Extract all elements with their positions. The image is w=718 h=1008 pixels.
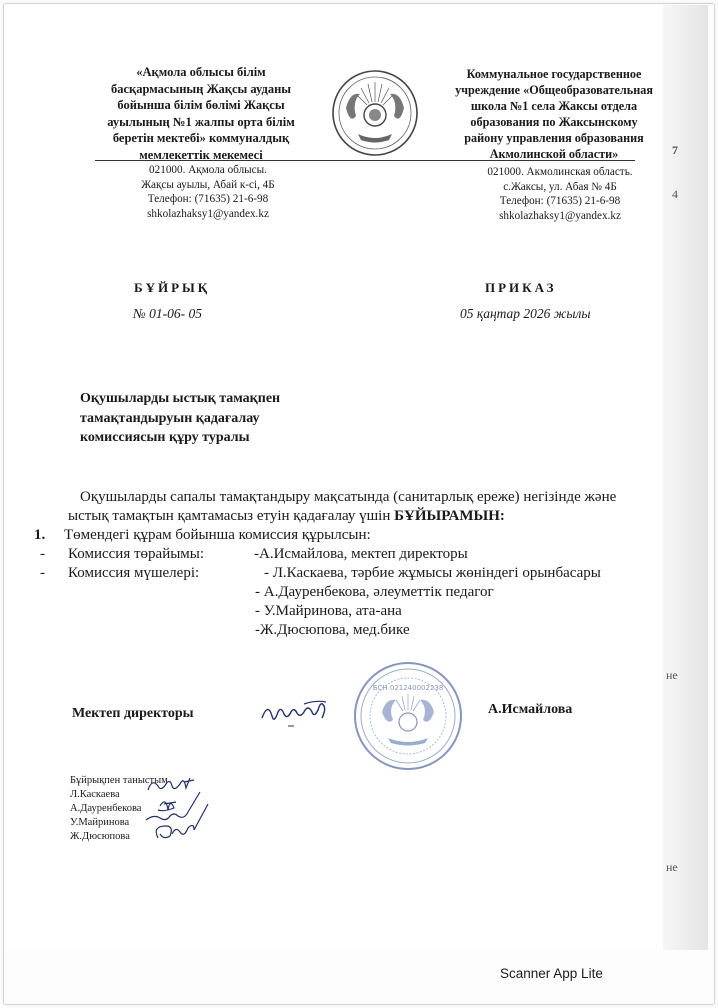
chair-label: Комиссия төрайымы: [68,546,205,562]
address-kz [108,163,308,221]
header-org-kz-line: ауылының №1 жалпы орта білім [107,114,295,129]
acknowledgement-signatures [140,774,240,846]
order-subject [80,389,340,448]
header-org-kz-line: бойынша білім бөлімі Жақсы [117,98,285,112]
member-item: - У.Майринова, ата-ана [255,603,402,619]
margin-fragment: не [666,860,678,874]
margin-fragment: не [666,668,678,682]
address-ru-postal: 021000. Акмолинская область. [487,166,633,178]
item-1 [34,526,371,545]
margin-fragment: 4 [672,187,678,201]
order-directive: БҰЙЫРАМЫН: [394,508,505,524]
members-label: Комиссия мүшелері: [68,565,200,581]
address-kz-phone: Телефон: (71635) 21-6-98 [147,193,269,205]
chair-value: -А.Исмайлова, мектеп директоры [254,546,468,562]
acknowledgement-name: У.Майринова [70,817,130,828]
member-item: - А.Дауренбекова, әлеуметтік педагог [255,584,494,600]
header-org-ru-line: Акмолинской области» [489,147,619,161]
header-org-kz-line: беретін мектебі» коммуналдық [112,131,290,145]
header-org-ru-line: школа №1 села Жаксы отдела [470,99,638,113]
margin-fragment: 7 [672,143,678,157]
member-item: - Л.Каскаева, тәрбие жұмысы жөніндегі орынбасары [264,565,601,581]
header-org-kz-line: басқармасының Жақсы ауданы [110,81,292,96]
acknowledgement-title: Бұйрықпен таныстым [70,775,168,786]
address-ru [460,165,660,223]
acknowledgement-name: А.Дауренбекова [70,803,142,814]
chair-row [40,545,204,564]
order-number: № 01-06- 05 [133,306,202,321]
members-row [40,564,199,583]
director-signature [258,696,338,730]
state-emblem-icon [330,68,420,158]
intro-line-1: Оқушыларды сапалы тамақтандыру мақсатында (санитарлық ереже) негізінде және [80,489,617,505]
header-org-ru [435,66,673,162]
director-name: А.Исмайлова [488,702,573,717]
subject-line: Оқушыларды ыстық тамақпен [80,391,281,406]
subject-line: комиссиясын құру туралы [80,430,250,445]
header-org-kz-line: «Ақмола облысы білім [136,65,266,79]
header-org-ru-line: учреждение «Общеобразовательная [455,83,653,97]
address-ru-street: с.Жаксы, ул. Абая № 4Б [503,180,617,193]
header-org-kz-line: мемлекеттік мекемесі [139,147,263,162]
acknowledgement-name: Ж.Дюсюпова [70,831,130,842]
address-ru-phone: Телефон: (71635) 21-6-98 [499,195,621,207]
header-org-kz [92,64,310,163]
item-1-text: Төмендегі құрам бойынша комиссия құрылсын: [64,527,371,543]
acknowledgement-name: Л.Каскаева [70,789,120,800]
address-kz-street: Жақсы ауылы, Абай к-сі, 4Б [141,178,275,191]
item-1-number: 1. [34,527,46,543]
order-title-ru: ПРИКАЗ [485,280,557,295]
director-position: Мектеп директоры [72,706,194,721]
member-item: -Ж.Дюсюпова, мед.бике [255,622,410,638]
intro-line-2-text: ыстық тамақтын қамтамасыз етуін қадағалау үшін [68,508,391,524]
address-ru-email: shkolazhaksy1@yandex.kz [499,209,621,222]
scanner-app-watermark: Scanner App Lite [500,966,603,981]
bullet-dash: - [40,546,45,562]
address-kz-postal: 021000. Ақмола облысы. [149,164,267,176]
header-org-ru-line: району управления образования [464,131,644,145]
order-date: 05 қаңтар 2026 жылы [460,306,591,321]
bullet-dash: - [40,565,45,581]
stamp-bin-text: БСН 021240002238 [372,684,444,692]
address-kz-email: shkolazhaksy1@yandex.kz [147,207,269,220]
intro-line-2 [68,507,505,526]
order-title-kz: БҰЙРЫҚ [134,280,211,295]
header-org-ru-line: Коммунальное государственное [466,67,642,81]
header-divider [95,160,635,161]
header-org-ru-line: образования по Жаксынскому [470,115,638,129]
official-stamp [352,660,464,772]
subject-line: тамақтандыруын қадағалау [80,410,260,426]
